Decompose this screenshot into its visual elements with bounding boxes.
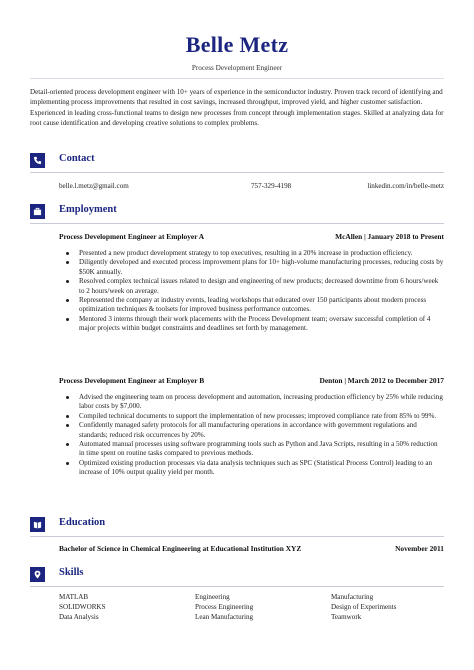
phone-icon xyxy=(30,153,45,168)
job-bullets-b xyxy=(59,393,444,478)
employment-divider xyxy=(30,223,444,224)
job-title-b: Process Development Engineer at Employer B xyxy=(59,376,205,385)
graduation-date: November 2011 xyxy=(395,544,444,553)
list-item: Advised the engineering team on process development and automation, increasing production efficiency by 25% while reducing labor costs by $7,000. xyxy=(59,393,444,412)
list-item: Resolved complex technical issues related to design and engineering of new products; decreased downtime from 6 hours/week to 2 hours/week on average. xyxy=(59,277,444,296)
skills-heading: Skills xyxy=(59,567,84,578)
education-entry xyxy=(59,544,444,553)
candidate-name: Belle Metz xyxy=(185,32,289,57)
list-item: Represented the company at industry events, leading workshops that educated over 150 participants about modern process optimization techniques & toolsets for improved business performance outcomes. xyxy=(59,296,444,315)
job-title: Process Development Engineer xyxy=(191,64,283,72)
book-icon xyxy=(30,517,45,532)
degree: Bachelor of Science in Chemical Engineering at Educational Institution XYZ xyxy=(59,544,302,553)
list-item: Compiled technical documents to support the implementation of new processes; improved compliance rate from 85% to 99%. xyxy=(59,412,444,421)
list-item: Presented a new product development strategy to top executives, resulting in a 20% increase in production efficiency. xyxy=(59,249,444,258)
email-link[interactable]: belle.l.metz@gmail.com xyxy=(59,182,129,190)
list-item: Diligently developed and executed process improvement plans for 10+ high-volume manufacturing processes, reducing costs by $50K annually. xyxy=(59,258,444,277)
education-divider xyxy=(30,536,444,537)
summary-paragraph: Detail-oriented process development engineer with 10+ years of experience in the semiconductor industry. Proven track record of identifying and implementing process improvements that resulted in cost savings, increased throughput, improved yield, and higher customer satisfaction. Experienced in leading cross-functional teams to design new processes from concept through implementation stages. Skilled at analyzing data for root cause identification and developing creative solutions to complex problems. xyxy=(30,88,444,127)
skill-item: MATLAB xyxy=(59,593,89,601)
contact-heading: Contact xyxy=(59,153,95,164)
phone-number[interactable]: 757-329-4198 xyxy=(251,182,292,190)
skills-divider xyxy=(30,586,444,587)
list-item: Automated manual processes using software programming tools such as Python and Java Scripts, resulting in a 50% reduction in time spent on routine tasks compared to previous methods. xyxy=(59,440,444,459)
skill-item: Process Engineering xyxy=(195,603,254,611)
linkedin-link[interactable]: linkedin.com/in/belle-metz xyxy=(367,182,444,190)
skills-section-header xyxy=(30,567,444,585)
skill-item: Lean Manufacturing xyxy=(195,613,254,621)
contact-divider xyxy=(30,172,444,173)
briefcase-icon xyxy=(30,204,45,219)
job-meta-a: McAllen | January 2018 to Present xyxy=(335,232,444,241)
job-title-a: Process Development Engineer at Employer A xyxy=(59,232,205,241)
list-item: Confidently managed safety protocols for all manufacturing operations in accordance with government regulations and standards; reduced risk occurrences by 20%. xyxy=(59,421,444,440)
job-header xyxy=(59,232,444,241)
location-pin-icon xyxy=(30,567,45,582)
contact-section-header xyxy=(30,153,444,171)
skill-item: SOLIDWORKS xyxy=(59,603,106,611)
skill-item: Data Analysis xyxy=(59,613,99,621)
header-divider xyxy=(30,78,444,79)
list-item: Mentored 3 interns through their work placements with the Process Development team; oversaw successful completion of 4 major projects within budget constraints and deadlines set forth by management. xyxy=(59,315,444,334)
job-header xyxy=(59,376,444,385)
employment-heading: Employment xyxy=(59,204,117,215)
skill-item: Design of Experiments xyxy=(331,603,397,611)
skill-item: Teamwork xyxy=(331,613,362,621)
education-section-header xyxy=(30,517,444,535)
skill-item: Manufacturing xyxy=(331,593,374,601)
skill-item: Engineering xyxy=(195,593,230,601)
employment-section-header xyxy=(30,204,444,222)
job-meta-b: Denton | March 2012 to December 2017 xyxy=(319,376,444,385)
job-bullets-a xyxy=(59,249,444,334)
list-item: Optimized existing production processes via data analysis techniques such as SPC (Statistical Process Control) leading to an increase of 10% output quality yield per month. xyxy=(59,459,444,478)
education-heading: Education xyxy=(59,517,106,528)
